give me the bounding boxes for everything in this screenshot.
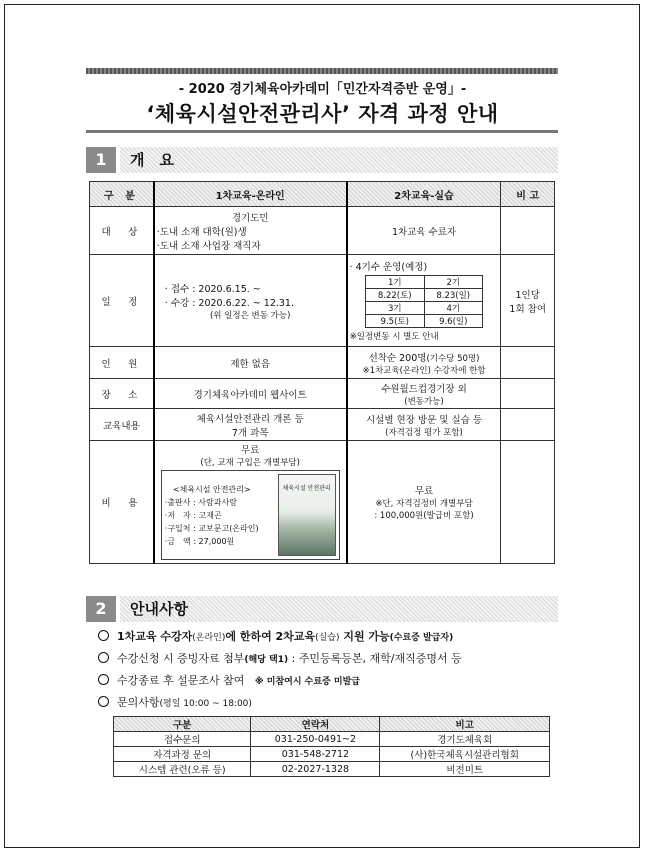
book-publisher: ·출판사 : 사람과사람 xyxy=(164,497,237,507)
venue-practice-main: 수원월드컵경기장 외 xyxy=(381,383,467,395)
circle-bullet-icon xyxy=(98,696,109,707)
contact-cell: 시스템 관련(오류 등) xyxy=(114,762,251,777)
header-practice: 2차교육-실습 xyxy=(347,182,501,207)
row-label-capacity: 인 원 xyxy=(90,347,154,379)
list-item: 1차교육 수강자(온라인)에 한하여 2차교육(실습) 지원 가능(수료증 발급자) xyxy=(98,626,558,648)
capacity-practice-main: 선착순 200명 xyxy=(368,352,427,364)
textbook-box xyxy=(161,470,340,560)
session-table xyxy=(365,275,483,328)
schedule-remark xyxy=(501,255,555,347)
session-cell: 1기 xyxy=(366,276,425,289)
schedule-practice-note: ※일정변동 시 별도 안내 xyxy=(349,332,439,342)
content-online xyxy=(154,409,347,441)
contact-cell: 경기도체육회 xyxy=(380,732,550,747)
contact-cell: 접수문의 xyxy=(114,732,251,747)
contact-header: 비고 xyxy=(380,717,550,732)
table-row xyxy=(90,379,555,409)
schedule-online-line: · 수강 : 2020.6.22. ~ 12.31. xyxy=(164,297,294,309)
table-row xyxy=(90,207,555,255)
list-item: 수강종료 후 설문조사 참여 ※ 미참여시 수료증 미발급 xyxy=(98,670,558,692)
table-row xyxy=(114,732,550,747)
capacity-practice-note: ※1차교육(온라인) 수강자에 한함 xyxy=(362,365,486,376)
row-label-cost: 비 용 xyxy=(90,441,154,564)
book-cover-title: 체육시설 안전관리 xyxy=(282,485,331,492)
section-notice-header xyxy=(86,596,558,622)
header-online: 1차교육-온라인 xyxy=(154,182,347,207)
book-cover-image xyxy=(278,474,336,556)
schedule-online-line: · 접수 : 2020.6.15. ~ xyxy=(164,283,261,295)
session-cell: 8.23(일) xyxy=(424,289,483,302)
notice-list xyxy=(98,626,558,714)
section-number: 2 xyxy=(86,596,116,622)
venue-practice xyxy=(347,379,501,409)
circle-bullet-icon xyxy=(98,674,109,685)
table-row xyxy=(114,762,550,777)
contact-cell: 자격과정 문의 xyxy=(114,747,251,762)
cost-practice-note: ※단, 자격검정비 개별부담 xyxy=(375,499,473,509)
target-online-line: 경기도민 xyxy=(231,212,269,224)
contact-cell: 031-250-0491~2 xyxy=(251,732,380,747)
session-cell: 9.5(토) xyxy=(366,315,425,328)
session-cell: 8.22(토) xyxy=(366,289,425,302)
list-item: 수강신청 시 증빙자료 첨부(해당 택1) : 주민등록등본, 재학/재직증명서 등 xyxy=(98,648,558,670)
table-row xyxy=(114,747,550,762)
session-cell: 9.6(일) xyxy=(424,315,483,328)
cost-online-title: 무료 xyxy=(241,445,260,456)
cost-online-sub: (단, 교재 구입은 개별부담) xyxy=(200,458,300,468)
row-label-schedule: 일 정 xyxy=(90,255,154,347)
book-name: <체육시설 안전관리> xyxy=(172,484,251,494)
content-practice-note: (자격검정 평가 포함) xyxy=(385,427,463,438)
page-subtitle: - 2020 경기체육아카데미「민간자격증반 운영」- xyxy=(178,82,467,97)
venue-practice-note: (변동가능) xyxy=(404,396,444,407)
header-category: 구 분 xyxy=(90,182,154,207)
content-practice xyxy=(347,409,501,441)
capacity-online: 제한 없음 xyxy=(154,347,347,379)
table-row xyxy=(90,409,555,441)
contact-cell: 031-548-2712 xyxy=(251,747,380,762)
cost-practice-title: 무료 xyxy=(414,486,434,497)
session-cell: 2기 xyxy=(424,276,483,289)
table-header-row xyxy=(114,717,550,732)
section-label: 개 요 xyxy=(120,147,558,173)
session-cell: 4기 xyxy=(424,302,483,315)
title-top-bar xyxy=(86,68,558,74)
contact-header: 연락처 xyxy=(251,717,380,732)
book-author: ·저 자 : 고재곤 xyxy=(164,510,222,520)
contact-header: 구분 xyxy=(114,717,251,732)
content-online-line: 7개 과목 xyxy=(231,427,269,439)
target-online xyxy=(154,207,347,255)
content-practice-main: 시설별 현장 방문 및 실습 등 xyxy=(365,414,483,426)
circle-bullet-icon xyxy=(98,630,109,641)
contact-cell: 비전미트 xyxy=(380,762,550,777)
section-number: 1 xyxy=(86,147,116,173)
table-row xyxy=(90,255,555,347)
table-header-row xyxy=(90,182,555,207)
section-label: 안내사항 xyxy=(120,596,558,622)
contact-cell: 02-2027-1328 xyxy=(251,762,380,777)
table-row xyxy=(90,441,555,564)
session-cell: 3기 xyxy=(366,302,425,315)
title-bottom-bar xyxy=(86,130,558,133)
row-label-target: 대 상 xyxy=(90,207,154,255)
remark-line: 1인당 xyxy=(515,289,540,301)
remark-line: 1회 참여 xyxy=(509,303,547,315)
target-online-line: ·도내 소재 대학(원)생 xyxy=(156,226,247,238)
schedule-practice-title: · 4기수 운영(예정) xyxy=(349,262,428,273)
capacity-practice xyxy=(347,347,501,379)
schedule-practice xyxy=(347,255,501,347)
target-practice: 1차교육 수료자 xyxy=(347,207,501,255)
content-online-line: 체육시설안전관리 개론 등 xyxy=(196,413,304,425)
target-online-line: ·도내 소재 사업장 재직자 xyxy=(156,240,261,252)
section-overview-header xyxy=(86,147,558,173)
contact-cell: (사)한국체육시설관리협회 xyxy=(380,747,550,762)
book-price: ·금 액 : 27,000원 xyxy=(164,536,235,546)
schedule-online-line: (위 일정은 변동 가능) xyxy=(209,310,291,321)
page-title: ‘체육시설안전관리사’ 자격 과정 안내 xyxy=(146,102,499,126)
row-label-content: 교육내용 xyxy=(90,409,154,441)
cost-practice-note: : 100,000원(발급비 포함) xyxy=(374,511,474,521)
capacity-practice-sub: (기수당 50명) xyxy=(426,353,480,364)
contact-table xyxy=(113,716,550,777)
overview-table xyxy=(89,181,555,564)
schedule-online xyxy=(154,255,347,347)
header-remark: 비 고 xyxy=(501,182,555,207)
list-item: 문의사항(평일 10:00 ~ 18:00) xyxy=(98,692,558,714)
circle-bullet-icon xyxy=(98,652,109,663)
cost-practice xyxy=(347,441,501,564)
cost-online xyxy=(154,441,347,564)
venue-online: 경기체육아카데미 웹사이트 xyxy=(154,379,347,409)
row-label-venue: 장 소 xyxy=(90,379,154,409)
book-store: ·구입처 : 교보문고(온라인) xyxy=(164,523,259,533)
table-row xyxy=(90,347,555,379)
